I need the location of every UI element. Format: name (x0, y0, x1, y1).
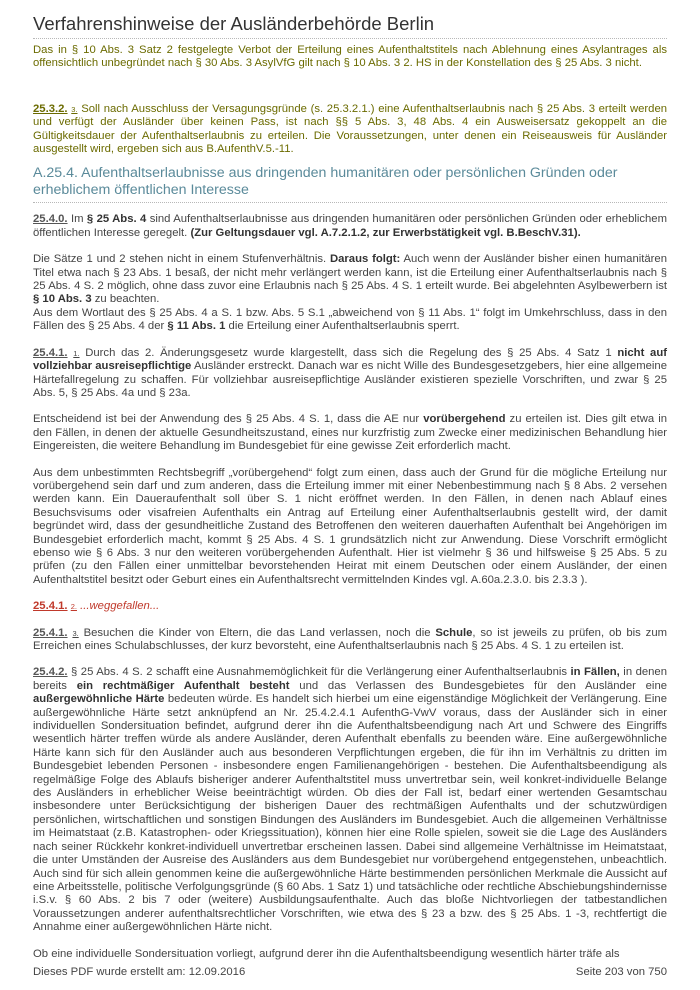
paragraph-entscheidend (33, 413, 667, 453)
text-run: Die Sätze 1 und 2 stehen nicht in einem Stufenverhältnis. (33, 253, 330, 266)
text-run: zu beachten. (91, 293, 160, 306)
paragraph-25-4-1-1 (33, 347, 667, 401)
text-run: zu erteilen ist. Dies gilt etwa in den Fällen, in denen der aktuelle Gesundheitszustand, eines nur kurzfristig zum Zwecke einer medizinischen Behandlung hier Eingereisten, die weitere Behandlung im Bundesgebiet für eine gewisse Zeit erforderlich macht. (33, 413, 667, 453)
paragraph-25-4-0 (33, 213, 667, 240)
text-run: Auch wenn der Ausländer bisher einen humanitären Titel etwa nach § 23 Abs. 1 besaß, der nicht mehr verlängert werden kann, ist die Erteilung einer Aufenthaltserlaubnis nach § 25 Abs. 4 S. 2 möglich, ohne dass zuvor eine Erlaubnis nach § 25 Abs. 4 S. 1 erteilt wurde. Bei abgelehnten Asylbewerbern ist (33, 253, 667, 293)
bold-run: § 11 Abs. 1 (167, 320, 226, 333)
text-run: , so ist jeweils zu prüfen, ob bis zum Erreichen eines Schulabschlusses, der kurz bevorsteht, eine Aufenthaltserlaubnis nach § 25 Abs. 4 S. 1 zu erteilen ist. (33, 626, 668, 652)
page-footer (33, 966, 667, 978)
document-title: Verfahrenshinweise der Ausländerbehörde Berlin (33, 13, 435, 34)
sentence-marker: 3. (71, 104, 78, 114)
bold-run: ein rechtmäßiger Aufenthalt besteht (76, 679, 290, 692)
bold-run: § 10 Abs. 3 (33, 293, 92, 306)
paragraph-number: 25.4.1. (33, 346, 68, 359)
paragraph-number: 25.4.1. (33, 626, 68, 639)
bold-run: Schule (435, 626, 473, 639)
bold-run: (Zur Geltungsdauer vgl. A.7.2.1.2, zur Erwerbstätigkeit vgl. B.BeschV.31). (190, 226, 581, 239)
paragraph-stufenverhaeltnis (33, 253, 667, 333)
bold-run: vorübergehend (423, 413, 506, 426)
paragraph-number: 25.4.2. (33, 666, 68, 679)
text-run: § 25 Abs. 4 S. 2 schafft eine Ausnahmemöglichkeit für die Verlängerung einer Aufenthaltserlaubnis (67, 666, 571, 679)
paragraph-unbestimmter-rechtsbegriff: Aus dem unbestimmten Rechtsbegriff „vorübergehend“ folgt zum einen, dass auch der Grund für die mögliche Erteilung nur vorübergehend sein darf und zum anderen, dass die Erteilung immer mit einer Nebenbestimmung nach § 8 Abs. 2 versehen werden kann. Ein Daueraufenthalt soll über S. 1 nicht eröffnet werden. In den Fällen, in denen nach Ablauf eines Besuchsvisums oder visafreien Aufenthalts ein Antrag auf Erteilung einer Aufenthaltserlaubnis gestellt wird, der damit begründet wird, dass der gesundheitliche Zustand des Betroffenen den weiteren dauerhaften Aufenthalt bei Angehörigen im Bundesgebiet erforderlich macht, kommt § 25 Abs. 4 S. 1 grundsätzlich nicht zur Anwendung. Diese Vorschrift ermöglicht ebenso wie § 6 Abs. 3 nur den weiteren vorübergehenden Aufenthalt. Hier ist vielmehr § 36 und hilfsweise § 25 Abs. 5 zu prüfen (zu den Fällen einer unmittelbar bevorstehenden Heirat mit einem Deutschen oder einem Ausländer, der einen Aufenthaltstitel besitzt oder Geburt eines ein Aufenthaltsrecht vermittelnden Kindes vgl. A.60a.2.3.0. bis 2.3.3 ). (33, 466, 667, 586)
footer-page-number: Seite 203 von 750 (575, 966, 667, 978)
document-page (33, 0, 667, 961)
bold-run: § 25 Abs. 4 (86, 213, 147, 226)
title-divider (33, 38, 667, 39)
section-divider (33, 202, 667, 203)
bold-run: außergewöhnliche Härte (33, 693, 165, 706)
text-run: und das Verlassen des Bundesgebietes für den Ausländer eine (289, 679, 668, 692)
text-run: in denen bereits (33, 666, 667, 692)
section-heading: A.25.4. Aufenthaltserlaubnisse aus dringenden humanitären oder persönlichen Gründen oder erheblichem öffentlichen Interesse (33, 165, 618, 199)
sentence-marker: 3. (72, 628, 79, 638)
paragraph-number: 25.4.0. (33, 213, 68, 226)
text-run: die Erteilung einer Aufenthaltserlaubnis sperrt. (225, 320, 460, 333)
text-run: Besuchen die Kinder von Eltern, die das Land verlassen, noch die (78, 626, 436, 639)
paragraph-25-3-2 (33, 103, 667, 157)
paragraph-number: 25.4.1. (33, 600, 68, 613)
paragraph-text: Soll nach Ausschluss der Versagungsgründe (s. 25.3.2.1.) eine Aufenthaltserlaubnis nach § 25 Abs. 3 erteilt werden und verfügt der Ausländer über keinen Pass, ist nach §§ 5 Abs. 3, 48 Abs. 4 ein Ausweisersatz gekoppelt an die Gültigkeitsdauer der Aufenthaltserlaubnis zu erteilen. Die Voraussetzungen, unter denen ein Reiseausweis für Ausländer ausgestellt wird, ergeben sich aus B.AufenthV.5.-11. (33, 102, 668, 156)
text-run: Entscheidend ist bei der Anwendung des § 25 Abs. 4 S. 1, dass die AE nur (33, 413, 424, 426)
sentence-marker: 2. (70, 602, 77, 612)
bold-run: in Fällen, (570, 666, 620, 679)
text-run: Durch das 2. Änderungsgesetz wurde klargestellt, dass sich die Regelung des § 25 Abs. 4 Satz 1 (79, 346, 618, 359)
sentence-marker: 1. (73, 348, 80, 358)
paragraph-25-4-1-3 (33, 627, 667, 654)
text-run: Ausländer erstreckt. Danach war es nicht Wille des Bundesgesetzgebers, hier eine allgemeine Härtefallregelung zu schaffen. Für vollziehbar ausreisepflichtige Ausländer existieren spezielle Vorschriften, und zwar § 25 Abs. 5, § 25 Abs. 4a und § 23a. (33, 360, 667, 399)
text-run: bedeuten würde. Es handelt sich hierbei um eine eigenständige Möglichkeit der Verlängerung. Eine außergewöhnliche Härte setzt anknüpfend an Nr. 25.4.2.4.1 AufenthG-VwV voraus, dass der Ausländer sich in einer individuellen Sondersituation befindet, aufgrund derer ihn die Aufenthaltsbeendigung nach Art und Schwere des Eingriffs wesentlich härter treffen würde als andere Ausländer, deren Aufenthalt ebenfalls zu beenden wäre. Eine außergewöhnliche Härte kann sich für den Ausländer auch aus besonderen Verpflichtungen ergeben, die für ihn im Verhältnis zu dritten im Bundesgebiet lebenden Personen - insbesondere engen Familienangehörigen - bestehen. Die Aufenthaltsbeendigung als regelmäßige Folge des Ablaufs bisheriger anderer Aufenthaltstitel muss unvertretbar sein, weil konkret-individuelle Belange des Ausländers in erheblicher Weise beeinträchtigt würden. Ob dies der Fall ist, bedarf einer wertenden Gesamtschau insbesondere unter Berücksichtigung der bisherigen Dauer des rechtmäßigen Aufenthalts und der schutzwürdigen persönlichen, wirtschaftlichen und sonstigen Bindungen des Ausländers im Bundesgebiet. Auch die allgemeinen Verhältnisse im Heimatstaat (z.B. Katastrophen- oder Kriegssituation), können hier eine Rolle spielen, soweit sie die Lage des Ausländers nach seiner Rückkehr konkret-individuell unvertretbar erscheinen lassen. Dabei sind allgemeine Verhältnisse im Heimatstaat, die unter Umständen der Ausreise des Ausländers aus dem Bundesgebiet nur vorübergehend entgegenstehen, unbeachtlich. Auch sind für sich allein genommen keine die außergewöhnliche Härte bestimmenden persönlichen Merkmale die Aussicht auf eine Arbeitsstelle, politische Verfolgungsgründe (§ 60 Abs. 1 Satz 1) und tatsächliche oder rechtliche Abschiebungshindernisse i.S.v. § 60 Abs. 2 bis 7 oder (weitere) Ausbildungsaufenthalte. Auch das bloße Nichtvorliegen der tatbestandlichen Voraussetzungen anderer aufenthaltsrechtlicher Vorschriften, wie etwa des § 23 a bzw. des § 25 Abs. 1 -3, rechtfertigt die Annahme einer außergewöhnlichen Härte nicht. (33, 693, 667, 934)
footer-created-date: Dieses PDF wurde erstellt am: 12.09.2016 (33, 966, 246, 978)
paragraph-25-4-1-2 (33, 600, 667, 613)
text-run: Aus dem Wortlaut des § 25 Abs. 4 a S. 1 bzw. Abs. 5 S.1 „abweichend von § 11 Abs. 1“ folgt im Umkehrschluss, dass in den Fällen des § 25 Abs. 4 der (33, 306, 667, 333)
intro-paragraph: Das in § 10 Abs. 3 Satz 2 festgelegte Verbot der Erteilung eines Aufenthaltstitels nach Ablehnung eines Asylantrages als offensichtlich unbegründet nach § 30 Abs. 3 AsylVfG gilt nach § 10 Abs. 3 2. HS in der Konstellation des § 25 Abs. 3 nicht. (33, 44, 667, 70)
bold-run: nicht auf vollziehbar ausreisepflichtige (33, 346, 667, 373)
paragraph-25-4-2 (33, 666, 667, 934)
paragraph-sondersituation: Ob eine individuelle Sondersituation vorliegt, aufgrund derer ihn die Aufenthaltsbeendigung wesentlich härter träfe als (33, 947, 620, 960)
text-run: Im (67, 213, 87, 226)
paragraph-number: 25.3.2. (33, 102, 68, 115)
text-run: sind Aufenthaltserlaubnisse aus dringenden humanitären oder persönlichen Gründen oder erheblichem öffentlichen Interesse geregelt. (33, 213, 667, 239)
removed-note: ...weggefallen... (76, 600, 160, 613)
bold-run: Daraus folgt: (329, 253, 401, 266)
